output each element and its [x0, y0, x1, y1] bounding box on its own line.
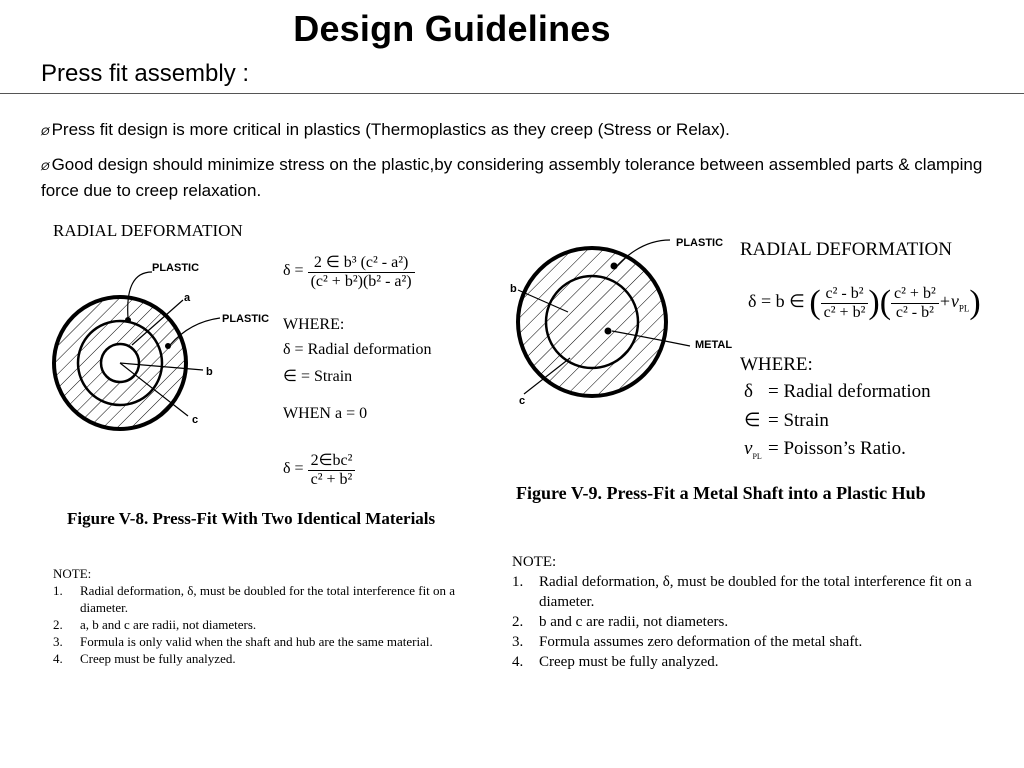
right-def-strain: ∈ = Strain [744, 410, 829, 431]
bullet-text: Good design should minimize stress on the plastic,by considering assembly tolerance between assembled parts & clamping force due to creep relaxation. [41, 155, 983, 200]
label-b: b [510, 283, 517, 295]
right-def-delta: δ = Radial deformation [744, 381, 931, 402]
label-c: c [519, 395, 526, 407]
list-item: 2. a, b and c are radii, not diameters. [53, 617, 257, 632]
bullet-mark: Ø [41, 161, 50, 173]
header-divider [0, 93, 1024, 94]
left-where: WHERE: [283, 316, 345, 333]
label-plastic-top: PLASTIC [152, 262, 200, 274]
formula-numerator: 2∈bc² [308, 450, 356, 471]
list-item: 3. Formula assumes zero deformation of the metal shaft. [512, 634, 863, 650]
list-item: 3. Formula is only valid when the shaft and hub are the same material. [53, 634, 433, 649]
list-item: 4. Creep must be fully analyzed. [53, 651, 236, 666]
right-formula: δ = b ∈ ( $\frac{\text{c² - b²}}{\text{c² + b²}}$ )( $\frac{\text{c² + b²}}{\text{c² - b²}}$ $+\nu_{PL}$) [748, 284, 981, 321]
list-item: 2. b and c are radii, not diameters. [512, 614, 729, 630]
formula-numerator: 2 ∈ b³ (c² - a²) [308, 252, 415, 273]
right-where: WHERE: [740, 354, 813, 375]
right-def-poisson: $\nu_{PL}$ = Poisson’s Ratio. [744, 438, 906, 461]
left-when: WHEN a = 0 [283, 405, 368, 422]
left-figure-heading: RADIAL DEFORMATION [53, 221, 243, 240]
left-def-strain: ∈ = Strain [283, 368, 353, 385]
slide-title: Design Guidelines [293, 8, 611, 49]
label-plastic: PLASTIC [676, 237, 724, 249]
label-b: b [206, 366, 213, 378]
right-figure-heading: RADIAL DEFORMATION [740, 239, 952, 260]
bullet-mark: Ø [41, 126, 50, 138]
left-def-delta: δ = Radial deformation [283, 341, 432, 358]
left-figure-caption: Figure V-8. Press-Fit With Two Identical Materials [67, 509, 436, 528]
formula-denominator: (c² + b²)(b² - a²) [310, 273, 412, 290]
label-c: c [192, 414, 199, 426]
left-notes [53, 565, 473, 667]
bullet-2 [41, 153, 1001, 203]
right-note-title: NOTE: [512, 554, 557, 570]
label-a: a [184, 292, 191, 304]
bullet-1 [41, 118, 1001, 144]
left-press-fit-diagram [40, 250, 280, 440]
left-note-title: NOTE: [53, 566, 92, 581]
label-plastic-right: PLASTIC [222, 313, 270, 325]
list-item: 1. Radial deformation, δ, must be doubled for the total interference fit on a diameter. [53, 583, 456, 615]
right-notes [512, 552, 992, 672]
slide-subtitle: Press fit assembly : [41, 60, 250, 87]
left-formula-2: δ = $\frac{\text{2∈bc²}}{\text{c² + b²}}$ [283, 450, 355, 489]
left-formula-1: δ = $\frac{\text{2 ∈ b³ (c² - a²)}}{\text{(c² + b²)(b² - a²)}}$ [283, 252, 415, 291]
label-metal: METAL [695, 339, 733, 351]
bullet-text: Press fit design is more critical in plastics (Thermoplastics as they creep (Stress or Relax). [51, 120, 730, 139]
formula-denominator: c² + b² [310, 471, 353, 488]
right-press-fit-diagram [500, 228, 740, 418]
list-item: 4. Creep must be fully analyzed. [512, 654, 719, 670]
right-figure-caption: Figure V-9. Press-Fit a Metal Shaft into a Plastic Hub [516, 483, 926, 503]
list-item: 1. Radial deformation, δ, must be doubled for the total interference fit on a diameter. [512, 574, 972, 610]
